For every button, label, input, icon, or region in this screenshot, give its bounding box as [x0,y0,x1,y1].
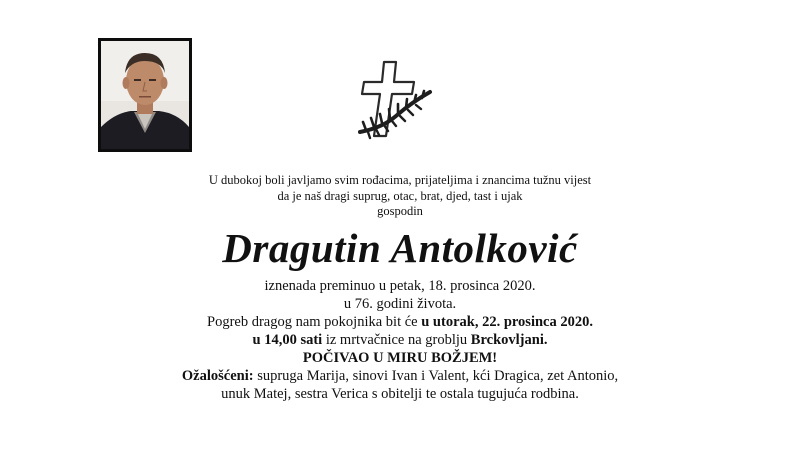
funeral-place: Brckovljani. [470,332,548,348]
portrait-photo [101,41,189,149]
funeral-line [0,313,800,331]
funeral-prefix: Pogreb dragog nam pokojnika bit će [207,314,422,330]
deceased-portrait [98,38,192,152]
intro-line-1: U dubokoj boli javljamo svim rođacima, prijateljima i znancima tužnu vijest [208,173,592,187]
funeral-place-prefix: iz mrtvačnice na groblju [322,332,471,348]
mourners-list-1: supruga Marija, sinovi Ivan i Valent, kći Dragica, zet Antonio, [253,368,619,384]
announcement-intro [0,173,800,220]
funeral-date: u utorak, 22. prosinca 2020. [421,314,593,330]
funeral-time: u 14,00 sati [252,332,323,348]
mourners-label: Ožalošćeni: [181,368,254,384]
cross-with-palm-icon [356,58,436,140]
passed-away-line: iznenada preminuo u petak, 18. prosinca 2020. [264,278,536,294]
rest-in-peace: POČIVAO U MIRU BOŽJEM! [302,350,498,366]
intro-line-3: gospodin [377,204,423,218]
mourners-line-2: unuk Matej, sestra Verica s obitelji te ostala tugujuća rodbina. [221,386,579,402]
age-line: u 76. godini života. [343,296,457,312]
intro-line-2: da je naš dragi suprug, otac, brat, djed, tast i ujak [277,188,523,203]
mourners-line-1 [0,367,800,385]
deceased-name: Dragutin Antolković [222,225,578,271]
funeral-place-line [0,331,800,349]
announcement-details [0,277,800,403]
